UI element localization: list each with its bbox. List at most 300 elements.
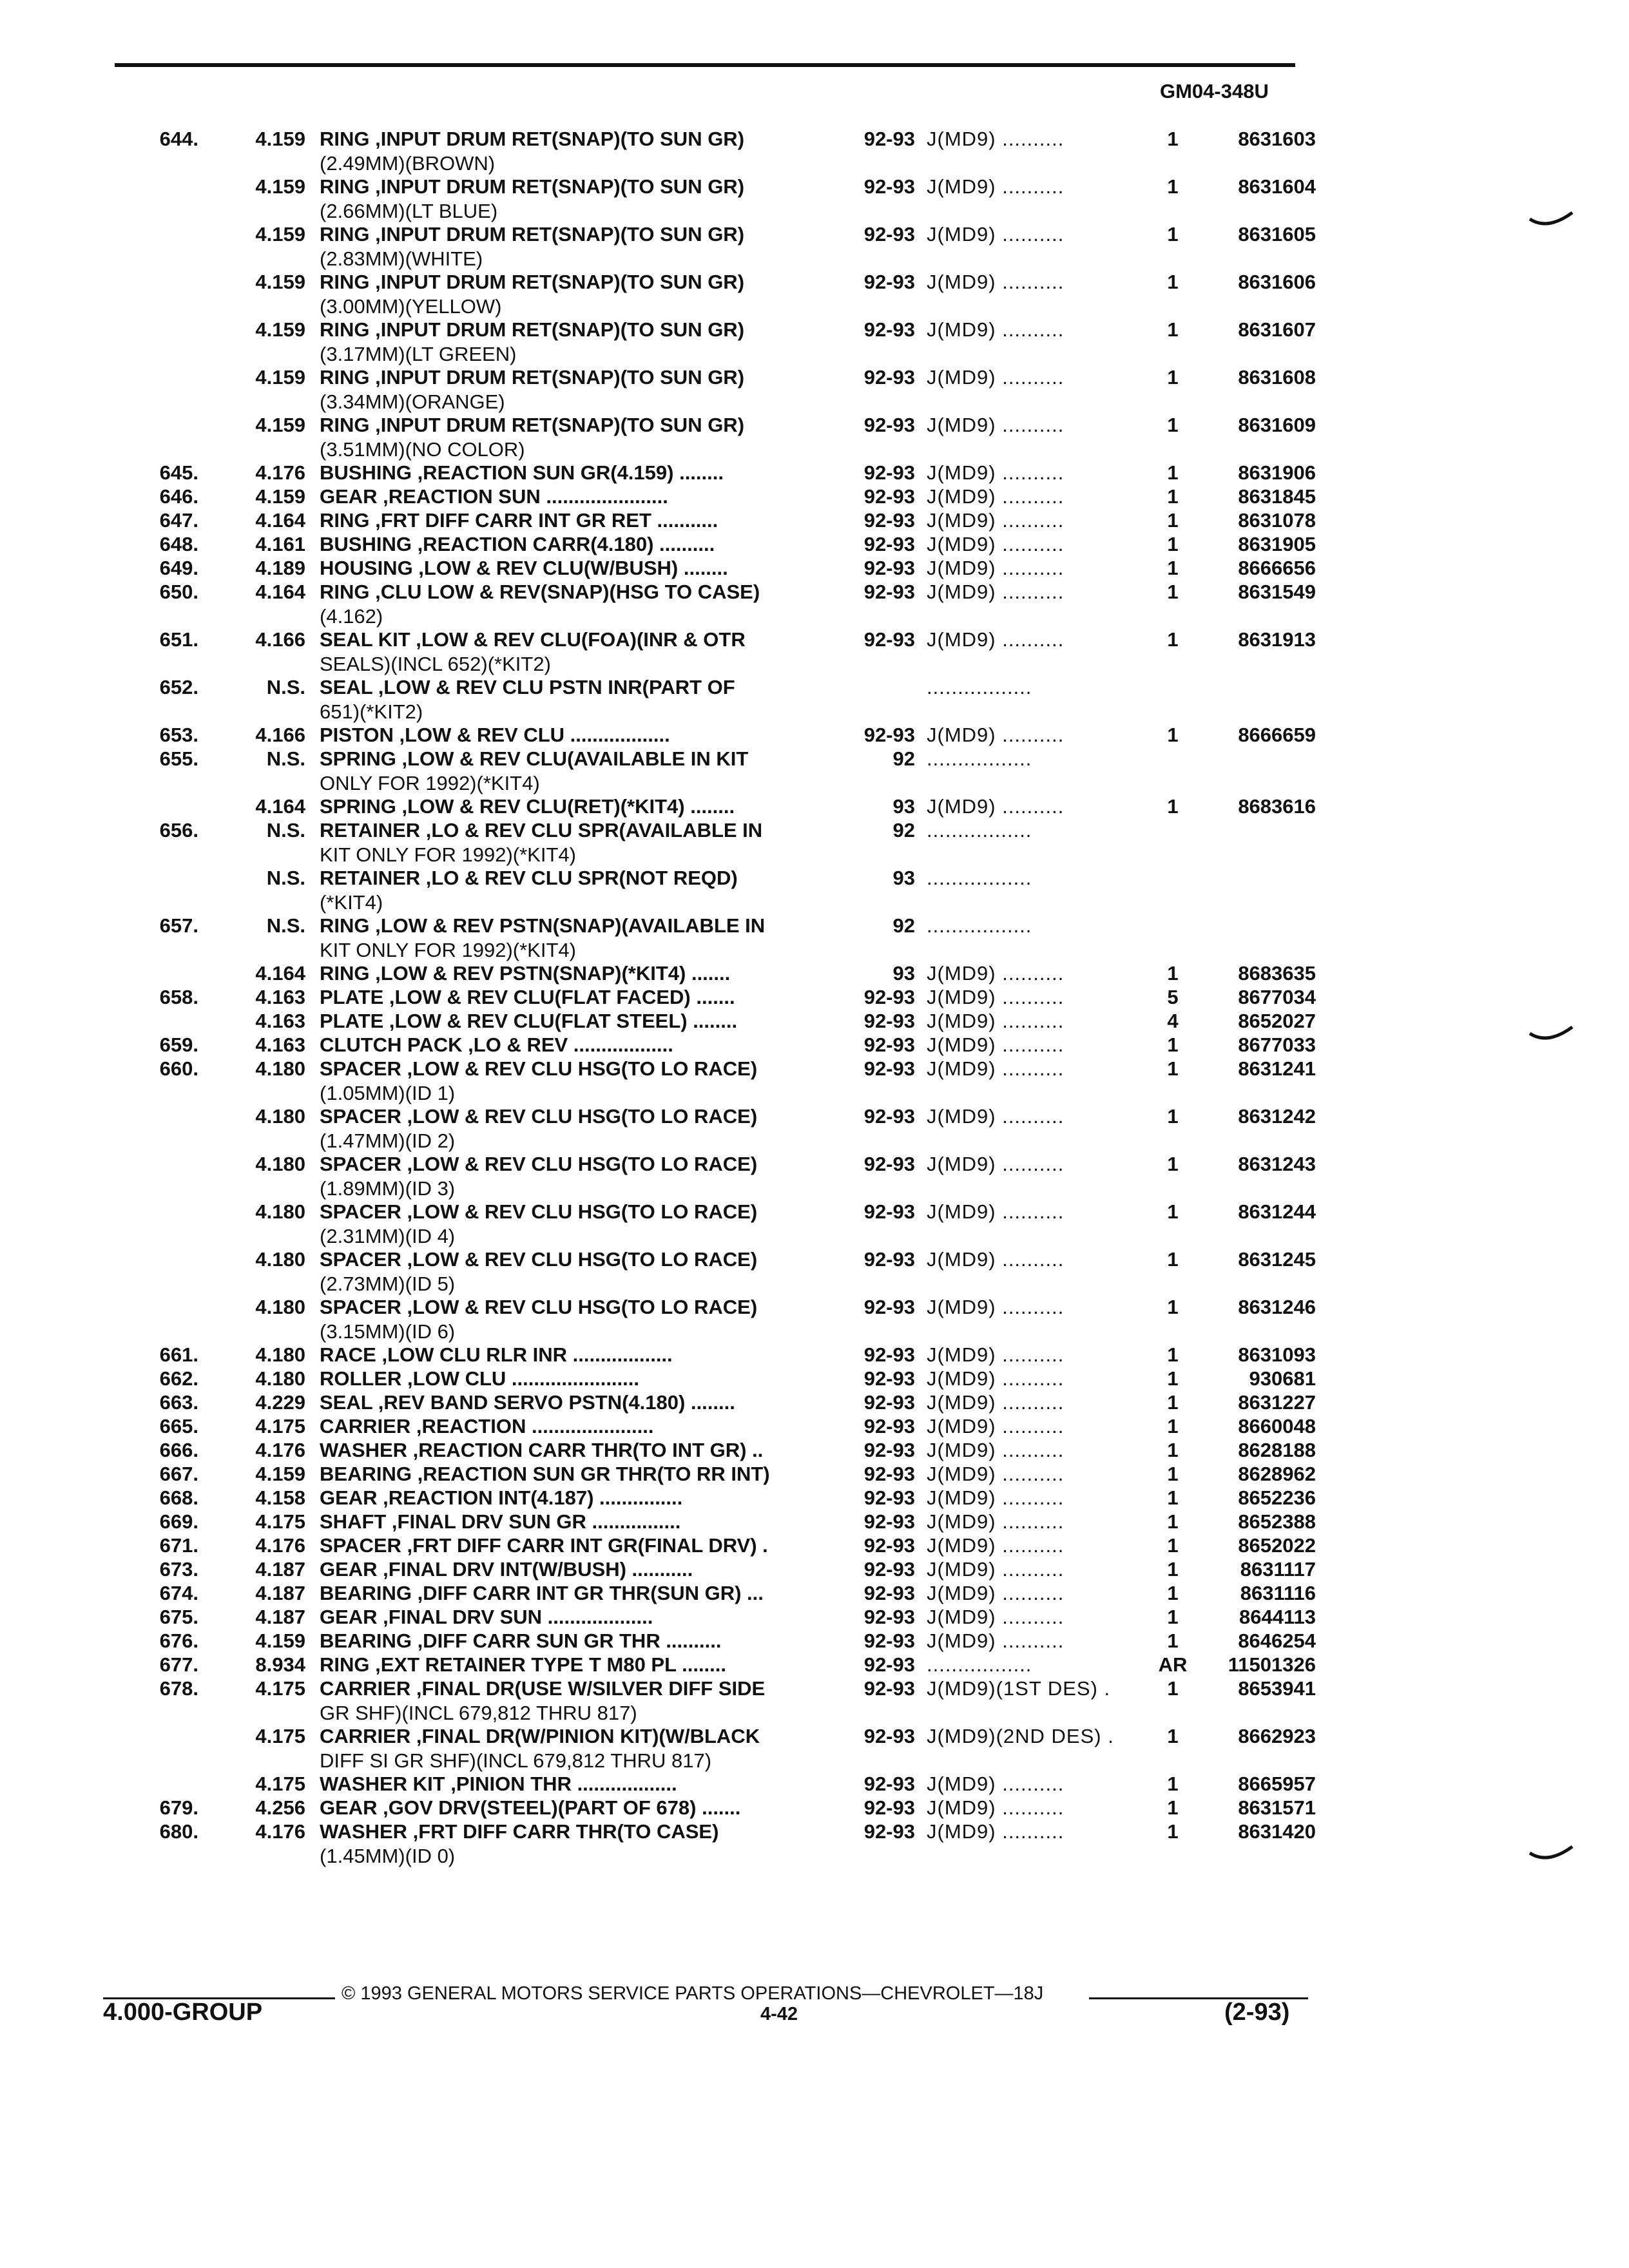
part-number: 8631607 — [1238, 318, 1316, 341]
parts-list — [0, 128, 1629, 1868]
model-year: 92-93 — [863, 1105, 915, 1128]
parts-row — [0, 1439, 1629, 1463]
group-number: 4.166 — [255, 724, 305, 746]
part-description: CARRIER ,FINAL DR(USE W/SILVER DIFF SIDE GR SHF)(INCL 679,812 THRU 817) — [320, 1677, 829, 1725]
model-year: 92-93 — [863, 724, 915, 746]
parts-row — [0, 414, 1629, 461]
application: J(MD9) .......... — [927, 1105, 1065, 1128]
model-year: 92-93 — [863, 318, 915, 341]
ref-number: 645. — [159, 461, 198, 484]
parts-row — [0, 676, 1629, 724]
group-number: 4.164 — [255, 509, 305, 532]
group-number: 4.187 — [255, 1582, 305, 1604]
binder-mark — [1528, 1845, 1574, 1865]
ref-number: 668. — [159, 1486, 198, 1509]
quantity: 1 — [1167, 509, 1179, 532]
ref-number: 674. — [159, 1582, 198, 1604]
application: J(MD9) .......... — [927, 628, 1065, 651]
quantity: 1 — [1167, 1391, 1179, 1414]
part-description: BUSHING ,REACTION CARR(4.180) .......... — [320, 533, 715, 555]
application: J(MD9) .......... — [927, 461, 1065, 484]
ref-number: 659. — [159, 1033, 198, 1056]
model-year: 92-93 — [863, 1510, 915, 1533]
part-number: 8631845 — [1238, 485, 1316, 508]
quantity: 1 — [1167, 628, 1179, 651]
ref-number: 676. — [159, 1629, 198, 1652]
top-rule — [115, 63, 1295, 67]
quantity: 5 — [1167, 986, 1179, 1008]
application: J(MD9) .......... — [927, 414, 1065, 436]
model-year: 92-93 — [863, 1534, 915, 1557]
part-number: 8631606 — [1238, 271, 1316, 293]
quantity: 1 — [1167, 1558, 1179, 1581]
part-number: 8631420 — [1238, 1820, 1316, 1843]
quantity: 1 — [1167, 557, 1179, 579]
group-number: 4.175 — [255, 1773, 305, 1795]
part-number: 8646254 — [1238, 1629, 1316, 1652]
application: J(MD9) .......... — [927, 1582, 1065, 1604]
ref-number: 658. — [159, 986, 198, 1008]
parts-row — [0, 1153, 1629, 1200]
model-year: 92-93 — [863, 1629, 915, 1652]
parts-row — [0, 986, 1629, 1010]
parts-row — [0, 1105, 1629, 1153]
parts-row — [0, 1033, 1629, 1057]
quantity: 1 — [1167, 1725, 1179, 1747]
group-number: 4.176 — [255, 1439, 305, 1461]
part-number: 8683635 — [1238, 962, 1316, 985]
part-description: BEARING ,DIFF CARR SUN GR THR .......... — [320, 1629, 722, 1652]
description-continuation: GR SHF)(INCL 679,812 THRU 817) — [320, 1702, 637, 1724]
part-description: SPACER ,LOW & REV CLU HSG(TO LO RACE) (3.15MM)(ID 6) — [320, 1296, 829, 1343]
part-description: SPACER ,LOW & REV CLU HSG(TO LO RACE) (1.47MM)(ID 2) — [320, 1105, 829, 1153]
part-number: 8631078 — [1238, 509, 1316, 532]
part-description: SPACER ,LOW & REV CLU HSG(TO LO RACE) (1.05MM)(ID 1) — [320, 1057, 829, 1105]
ref-number: 665. — [159, 1415, 198, 1437]
group-number: 4.163 — [255, 986, 305, 1008]
application: J(MD9) .......... — [927, 557, 1065, 579]
part-number: 8631604 — [1238, 175, 1316, 198]
part-number: 8652027 — [1238, 1010, 1316, 1032]
application: J(MD9) .......... — [927, 962, 1065, 985]
model-year: 92-93 — [863, 1391, 915, 1414]
description-continuation: 651)(*KIT2) — [320, 700, 423, 723]
ref-number: 669. — [159, 1510, 198, 1533]
group-label: 4.000-GROUP — [103, 1999, 263, 2026]
ref-number: 667. — [159, 1463, 198, 1485]
quantity: 1 — [1167, 1057, 1179, 1080]
application: J(MD9) .......... — [927, 175, 1065, 198]
group-number: 4.180 — [255, 1296, 305, 1318]
group-number: 4.180 — [255, 1343, 305, 1366]
parts-row — [0, 1558, 1629, 1582]
model-year: 92-93 — [863, 1367, 915, 1390]
model-year: 92-93 — [863, 581, 915, 603]
part-number: 8644113 — [1239, 1606, 1316, 1628]
part-description: RING ,INPUT DRUM RET(SNAP)(TO SUN GR) (3.00MM)(YELLOW) — [320, 271, 829, 318]
group-number: 4.164 — [255, 795, 305, 818]
part-description: GEAR ,GOV DRV(STEEL)(PART OF 678) ....... — [320, 1796, 741, 1819]
part-description: RACE ,LOW CLU RLR INR .................. — [320, 1343, 673, 1366]
model-year: 92-93 — [863, 986, 915, 1008]
group-number: 8.934 — [255, 1653, 305, 1676]
description-continuation: (1.47MM)(ID 2) — [320, 1129, 456, 1152]
binder-mark — [1528, 211, 1574, 231]
parts-row — [0, 1653, 1629, 1677]
group-number: 4.180 — [255, 1248, 305, 1271]
description-continuation: (3.15MM)(ID 6) — [320, 1320, 456, 1343]
part-description: WASHER ,FRT DIFF CARR THR(TO CASE) (1.45MM)(ID 0) — [320, 1820, 829, 1868]
parts-row — [0, 1367, 1629, 1391]
part-number: 930681 — [1249, 1367, 1316, 1390]
quantity: 1 — [1167, 1439, 1179, 1461]
group-number: 4.187 — [255, 1558, 305, 1581]
parts-row — [0, 128, 1629, 175]
parts-row — [0, 747, 1629, 795]
ref-number: 650. — [159, 581, 198, 603]
description-continuation: (3.34MM)(ORANGE) — [320, 390, 505, 413]
parts-row — [0, 175, 1629, 223]
part-number: 8631571 — [1238, 1796, 1316, 1819]
parts-row — [0, 962, 1629, 986]
description-continuation: (1.89MM)(ID 3) — [320, 1177, 456, 1200]
application: J(MD9) .......... — [927, 1153, 1065, 1175]
description-continuation: (*KIT4) — [320, 891, 383, 914]
parts-row — [0, 509, 1629, 533]
model-year: 92-93 — [863, 1415, 915, 1437]
model-year: 92-93 — [863, 1343, 915, 1366]
application: J(MD9) .......... — [927, 1057, 1065, 1080]
ref-number: 679. — [159, 1796, 198, 1819]
application: J(MD9) .......... — [927, 1486, 1065, 1509]
application: J(MD9) .......... — [927, 1629, 1065, 1652]
group-number: 4.161 — [255, 533, 305, 555]
model-year: 92-93 — [863, 509, 915, 532]
part-description: RING ,INPUT DRUM RET(SNAP)(TO SUN GR) (3.34MM)(ORANGE) — [320, 366, 829, 414]
parts-row — [0, 1510, 1629, 1534]
part-number: 8652236 — [1238, 1486, 1316, 1509]
parts-row — [0, 1296, 1629, 1343]
model-year: 92-93 — [863, 1057, 915, 1080]
group-number: 4.159 — [255, 485, 305, 508]
parts-row — [0, 1582, 1629, 1606]
description-continuation: KIT ONLY FOR 1992)(*KIT4) — [320, 939, 576, 961]
group-number: 4.159 — [255, 128, 305, 150]
part-description: SEAL ,REV BAND SERVO PSTN(4.180) ........ — [320, 1391, 735, 1414]
part-description: GEAR ,REACTION SUN ...................... — [320, 485, 668, 508]
group-number: N.S. — [266, 747, 305, 770]
application: J(MD9) .......... — [927, 1463, 1065, 1485]
ref-number: 652. — [159, 676, 198, 698]
group-number: 4.176 — [255, 461, 305, 484]
parts-row — [0, 1415, 1629, 1439]
group-number: 4.158 — [255, 1486, 305, 1509]
application: J(MD9)(1ST DES) . — [927, 1677, 1111, 1700]
model-year: 92-93 — [863, 1010, 915, 1032]
parts-row — [0, 461, 1629, 485]
model-year: 92-93 — [863, 1486, 915, 1509]
part-description: RETAINER ,LO & REV CLU SPR(AVAILABLE IN KIT ONLY FOR 1992)(*KIT4) — [320, 819, 829, 867]
application: J(MD9) .......... — [927, 271, 1065, 293]
model-year: 92-93 — [863, 414, 915, 436]
model-year: 92-93 — [863, 485, 915, 508]
model-year: 92-93 — [863, 1725, 915, 1747]
application: J(MD9) .......... — [927, 366, 1065, 389]
parts-row — [0, 1343, 1629, 1367]
model-year: 92-93 — [863, 271, 915, 293]
part-description: GEAR ,FINAL DRV SUN ................... — [320, 1606, 653, 1628]
application: ................. — [927, 676, 1032, 698]
part-number: 8677033 — [1238, 1033, 1316, 1056]
application: J(MD9) .......... — [927, 509, 1065, 532]
ref-number: 666. — [159, 1439, 198, 1461]
part-description: PLATE ,LOW & REV CLU(FLAT FACED) ....... — [320, 986, 735, 1008]
ref-number: 657. — [159, 914, 198, 937]
ref-number: 651. — [159, 628, 198, 651]
parts-row — [0, 485, 1629, 509]
group-number: 4.163 — [255, 1033, 305, 1056]
description-continuation: (1.45MM)(ID 0) — [320, 1845, 456, 1867]
quantity: 1 — [1167, 1582, 1179, 1604]
part-description: ROLLER ,LOW CLU ....................... — [320, 1367, 639, 1390]
part-number: 8631608 — [1238, 366, 1316, 389]
quantity: 1 — [1167, 1463, 1179, 1485]
model-year: 92-93 — [863, 1558, 915, 1581]
description-continuation: ONLY FOR 1992)(*KIT4) — [320, 772, 540, 794]
quantity: 1 — [1167, 1534, 1179, 1557]
part-number: 8631244 — [1238, 1200, 1316, 1223]
parts-row — [0, 318, 1629, 366]
group-number: 4.176 — [255, 1820, 305, 1843]
ref-number: 648. — [159, 533, 198, 555]
part-description: CARRIER ,FINAL DR(W/PINION KIT)(W/BLACK DIFF SI GR SHF)(INCL 679,812 THRU 817) — [320, 1725, 829, 1773]
application: ................. — [927, 747, 1032, 770]
model-year: 93 — [892, 867, 915, 889]
application: J(MD9) .......... — [927, 1296, 1065, 1318]
quantity: 1 — [1167, 128, 1179, 150]
model-year: 92-93 — [863, 1033, 915, 1056]
group-number: N.S. — [266, 819, 305, 841]
part-description: CLUTCH PACK ,LO & REV .................. — [320, 1033, 673, 1056]
group-number: 4.159 — [255, 414, 305, 436]
part-number: 8631117 — [1240, 1558, 1316, 1581]
group-number: 4.163 — [255, 1010, 305, 1032]
parts-row — [0, 1629, 1629, 1653]
quantity: AR — [1158, 1653, 1188, 1676]
part-number: 8628962 — [1238, 1463, 1316, 1485]
part-description: WASHER KIT ,PINION THR .................. — [320, 1773, 677, 1795]
group-number: 4.180 — [255, 1105, 305, 1128]
application: J(MD9) .......... — [927, 128, 1065, 150]
description-continuation: (3.17MM)(LT GREEN) — [320, 343, 517, 365]
ref-number: 673. — [159, 1558, 198, 1581]
part-number: 8631549 — [1238, 581, 1316, 603]
application: J(MD9) .......... — [927, 485, 1065, 508]
application: J(MD9) .......... — [927, 1343, 1065, 1366]
parts-row — [0, 1391, 1629, 1415]
quantity: 1 — [1167, 1820, 1179, 1843]
application: J(MD9) .......... — [927, 1391, 1065, 1414]
part-description: SHAFT ,FINAL DRV SUN GR ................ — [320, 1510, 681, 1533]
quantity: 1 — [1167, 1296, 1179, 1318]
part-description: RING ,LOW & REV PSTN(SNAP)(*KIT4) ....... — [320, 962, 731, 985]
parts-row — [0, 1248, 1629, 1296]
quantity: 1 — [1167, 414, 1179, 436]
part-number: 8666659 — [1238, 724, 1316, 746]
ref-number: 644. — [159, 128, 198, 150]
quantity: 1 — [1167, 962, 1179, 985]
part-description: SPRING ,LOW & REV CLU(AVAILABLE IN KIT ONLY FOR 1992)(*KIT4) — [320, 747, 829, 795]
quantity: 1 — [1167, 1343, 1179, 1366]
part-description: BEARING ,DIFF CARR INT GR THR(SUN GR) ... — [320, 1582, 764, 1604]
part-description: RING ,FRT DIFF CARR INT GR RET ........... — [320, 509, 718, 532]
application: J(MD9) .......... — [927, 724, 1065, 746]
ref-number: 656. — [159, 819, 198, 841]
part-description: RETAINER ,LO & REV CLU SPR(NOT REQD) (*KIT4) — [320, 867, 829, 914]
part-description: BEARING ,REACTION SUN GR THR(TO RR INT) — [320, 1463, 770, 1485]
copyright-notice: © 1993 GENERAL MOTORS SERVICE PARTS OPERATIONS—CHEVROLET—18J — [342, 1983, 1044, 2004]
application: J(MD9) .......... — [927, 1033, 1065, 1056]
parts-row — [0, 1820, 1629, 1868]
part-description: SPRING ,LOW & REV CLU(RET)(*KIT4) ........ — [320, 795, 735, 818]
application: J(MD9) .......... — [927, 1606, 1065, 1628]
group-number: N.S. — [266, 867, 305, 889]
group-number: N.S. — [266, 676, 305, 698]
description-continuation: (3.00MM)(YELLOW) — [320, 295, 502, 318]
model-year: 92-93 — [863, 175, 915, 198]
parts-row — [0, 557, 1629, 581]
part-description: SEAL ,LOW & REV CLU PSTN INR(PART OF 651)(*KIT2) — [320, 676, 829, 724]
description-continuation: (3.51MM)(NO COLOR) — [320, 438, 525, 461]
quantity: 1 — [1167, 1105, 1179, 1128]
parts-row — [0, 1725, 1629, 1773]
ref-number: 677. — [159, 1653, 198, 1676]
part-number: 8631242 — [1238, 1105, 1316, 1128]
part-description: RING ,INPUT DRUM RET(SNAP)(TO SUN GR) (2.49MM)(BROWN) — [320, 128, 829, 175]
part-number: 8631609 — [1238, 414, 1316, 436]
ref-number: 678. — [159, 1677, 198, 1700]
part-number: 8628188 — [1238, 1439, 1316, 1461]
model-year: 92-93 — [863, 1796, 915, 1819]
application: ................. — [927, 914, 1032, 937]
group-number: 4.175 — [255, 1677, 305, 1700]
part-number: 8631905 — [1238, 533, 1316, 555]
application: J(MD9)(2ND DES) . — [927, 1725, 1114, 1747]
model-year: 92-93 — [863, 1653, 915, 1676]
quantity: 1 — [1167, 1677, 1179, 1700]
model-year: 92-93 — [863, 366, 915, 389]
ref-number: 646. — [159, 485, 198, 508]
quantity: 1 — [1167, 1773, 1179, 1795]
group-number: 4.159 — [255, 318, 305, 341]
group-number: 4.166 — [255, 628, 305, 651]
application: ................. — [927, 819, 1032, 841]
parts-row — [0, 1463, 1629, 1486]
group-number: 4.164 — [255, 581, 305, 603]
model-year: 92-93 — [863, 1248, 915, 1271]
part-number: 8660048 — [1238, 1415, 1316, 1437]
part-description: SEAL KIT ,LOW & REV CLU(FOA)(INR & OTR SEALS)(INCL 652)(*KIT2) — [320, 628, 829, 676]
model-year: 92-93 — [863, 1606, 915, 1628]
quantity: 1 — [1167, 1629, 1179, 1652]
model-year: 92-93 — [863, 628, 915, 651]
part-description: GEAR ,REACTION INT(4.187) ............... — [320, 1486, 683, 1509]
application: J(MD9) .......... — [927, 1415, 1065, 1437]
part-number: 8631603 — [1238, 128, 1316, 150]
ref-number: 655. — [159, 747, 198, 770]
ref-number: 647. — [159, 509, 198, 532]
ref-number: 671. — [159, 1534, 198, 1557]
quantity: 1 — [1167, 1248, 1179, 1271]
part-description: GEAR ,FINAL DRV INT(W/BUSH) ........... — [320, 1558, 693, 1581]
description-continuation: DIFF SI GR SHF)(INCL 679,812 THRU 817) — [320, 1749, 712, 1772]
parts-row — [0, 1200, 1629, 1248]
group-number: 4.159 — [255, 1463, 305, 1485]
part-description: BUSHING ,REACTION SUN GR(4.159) ........ — [320, 461, 724, 484]
application: J(MD9) .......... — [927, 223, 1065, 245]
quantity: 1 — [1167, 175, 1179, 198]
group-number: 4.180 — [255, 1200, 305, 1223]
part-description: RING ,INPUT DRUM RET(SNAP)(TO SUN GR) (2.83MM)(WHITE) — [320, 223, 829, 271]
model-year: 92-93 — [863, 1463, 915, 1485]
quantity: 1 — [1167, 581, 1179, 603]
description-continuation: (2.66MM)(LT BLUE) — [320, 200, 498, 222]
quantity: 1 — [1167, 1153, 1179, 1175]
part-number: 8662923 — [1238, 1725, 1316, 1747]
group-number: 4.159 — [255, 271, 305, 293]
part-number: 8677034 — [1238, 986, 1316, 1008]
quantity: 1 — [1167, 461, 1179, 484]
application: J(MD9) .......... — [927, 986, 1065, 1008]
model-year: 93 — [892, 962, 915, 985]
part-number: 11501326 — [1228, 1653, 1316, 1676]
parts-row — [0, 223, 1629, 271]
quantity: 1 — [1167, 1033, 1179, 1056]
part-number: 8683616 — [1238, 795, 1316, 818]
part-number: 8631227 — [1238, 1391, 1316, 1414]
part-number: 8665957 — [1238, 1773, 1316, 1795]
model-year: 92-93 — [863, 1820, 915, 1843]
parts-row — [0, 1773, 1629, 1796]
quantity: 1 — [1167, 1367, 1179, 1390]
revision-date: (2-93) — [1224, 1999, 1290, 2026]
model-year: 93 — [892, 795, 915, 818]
group-number: 4.180 — [255, 1153, 305, 1175]
parts-row — [0, 724, 1629, 747]
quantity: 1 — [1167, 485, 1179, 508]
quantity: 1 — [1167, 1200, 1179, 1223]
quantity: 1 — [1167, 724, 1179, 746]
model-year: 92 — [892, 819, 915, 841]
model-year: 92 — [892, 914, 915, 937]
quantity: 1 — [1167, 1510, 1179, 1533]
ref-number: 660. — [159, 1057, 198, 1080]
part-description: HOUSING ,LOW & REV CLU(W/BUSH) ........ — [320, 557, 728, 579]
ref-number: 663. — [159, 1391, 198, 1414]
application: J(MD9) .......... — [927, 1820, 1065, 1843]
part-number: 8631241 — [1238, 1057, 1316, 1080]
description-continuation: (4.162) — [320, 605, 383, 628]
model-year: 92-93 — [863, 1153, 915, 1175]
part-description: WASHER ,REACTION CARR THR(TO INT GR) .. — [320, 1439, 764, 1461]
quantity: 1 — [1167, 366, 1179, 389]
parts-row — [0, 1534, 1629, 1558]
part-description: PLATE ,LOW & REV CLU(FLAT STEEL) ........ — [320, 1010, 738, 1032]
group-number: 4.175 — [255, 1725, 305, 1747]
parts-row — [0, 533, 1629, 557]
part-description: RING ,CLU LOW & REV(SNAP)(HSG TO CASE) (4.162) — [320, 581, 829, 628]
application: J(MD9) .......... — [927, 318, 1065, 341]
